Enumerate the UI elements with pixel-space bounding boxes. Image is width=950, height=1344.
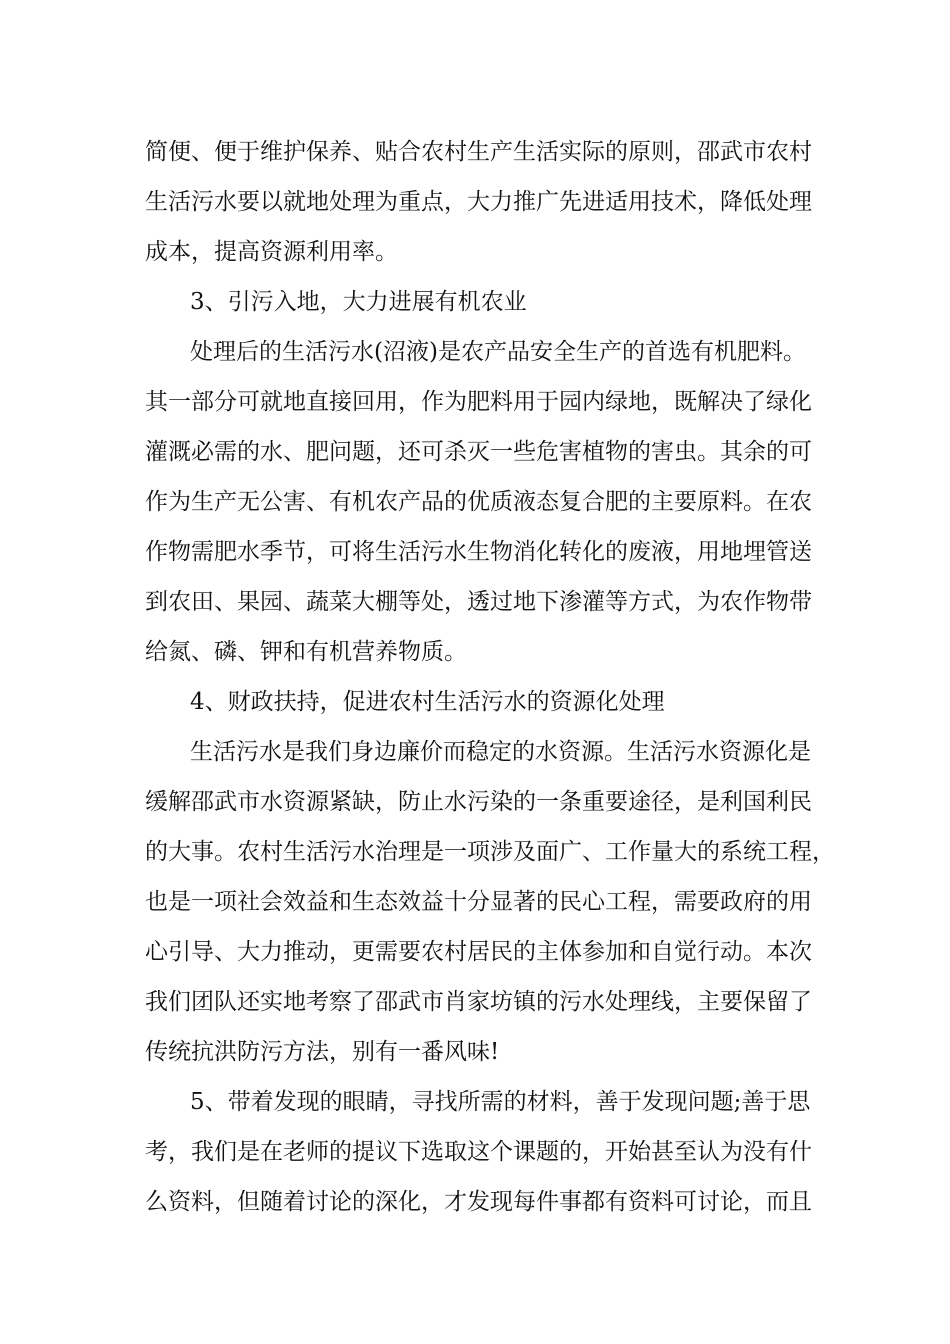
text-line-21: 考，我们是在老师的提议下选取这个课题的，开始甚至认为没有什 — [145, 1139, 812, 1165]
text-line-11: 给氮、磷、钾和有机营养物质。 — [145, 639, 467, 665]
text-line-3: 成本，提高资源利用率。 — [145, 239, 398, 265]
text-line-10: 到农田、果园、蔬菜大棚等处，透过地下渗灌等方式，为农作物带 — [145, 589, 812, 615]
text-line-9: 作物需肥水季节，可将生活污水生物消化转化的废液，用地埋管送 — [145, 539, 812, 565]
text-line-14: 缓解邵武市水资源紧缺，防止水污染的一条重要途径，是利国利民 — [145, 789, 812, 815]
section-heading-3: 3、引污入地，大力进展有机农业 — [190, 289, 527, 315]
text-line-13: 生活污水是我们身边廉价而稳定的水资源。生活污水资源化是 — [190, 739, 811, 765]
text-line-1: 简便、便于维护保养、贴合农村生产生活实际的原则，邵武市农村 — [145, 139, 812, 165]
text-line-17: 心引导、大力推动，更需要农村居民的主体参加和自觉行动。本次 — [145, 939, 812, 965]
text-line-18: 我们团队还实地考察了邵武市肖家坊镇的污水处理线，主要保留了 — [145, 989, 812, 1015]
text-line-5: 处理后的生活污水(沼液)是农产品安全生产的首选有机肥料。 — [190, 339, 806, 365]
text-line-7: 灌溉必需的水、肥问题，还可杀灭一些危害植物的害虫。其余的可 — [145, 439, 812, 465]
text-line-22: 么资料，但随着讨论的深化，才发现每件事都有资料可讨论，而且 — [145, 1189, 812, 1215]
text-line-19: 传统抗洪防污方法，别有一番风味! — [145, 1039, 500, 1065]
text-line-8: 作为生产无公害、有机农产品的优质液态复合肥的主要原料。在农 — [145, 489, 812, 515]
text-line-6: 其一部分可就地直接回用，作为肥料用于园内绿地，既解决了绿化 — [145, 389, 812, 415]
section-heading-4: 4、财政扶持，促进农村生活污水的资源化处理 — [190, 689, 665, 715]
text-line-15: 的大事。农村生活污水治理是一项涉及面广、工作量大的系统工程， — [145, 839, 835, 865]
section-heading-5: 5、带着发现的眼睛，寻找所需的材料，善于发现问题;善于思 — [190, 1089, 811, 1115]
text-line-2: 生活污水要以就地处理为重点，大力推广先进适用技术，降低处理 — [145, 189, 812, 215]
text-line-16: 也是一项社会效益和生态效益十分显著的民心工程，需要政府的用 — [145, 889, 812, 915]
